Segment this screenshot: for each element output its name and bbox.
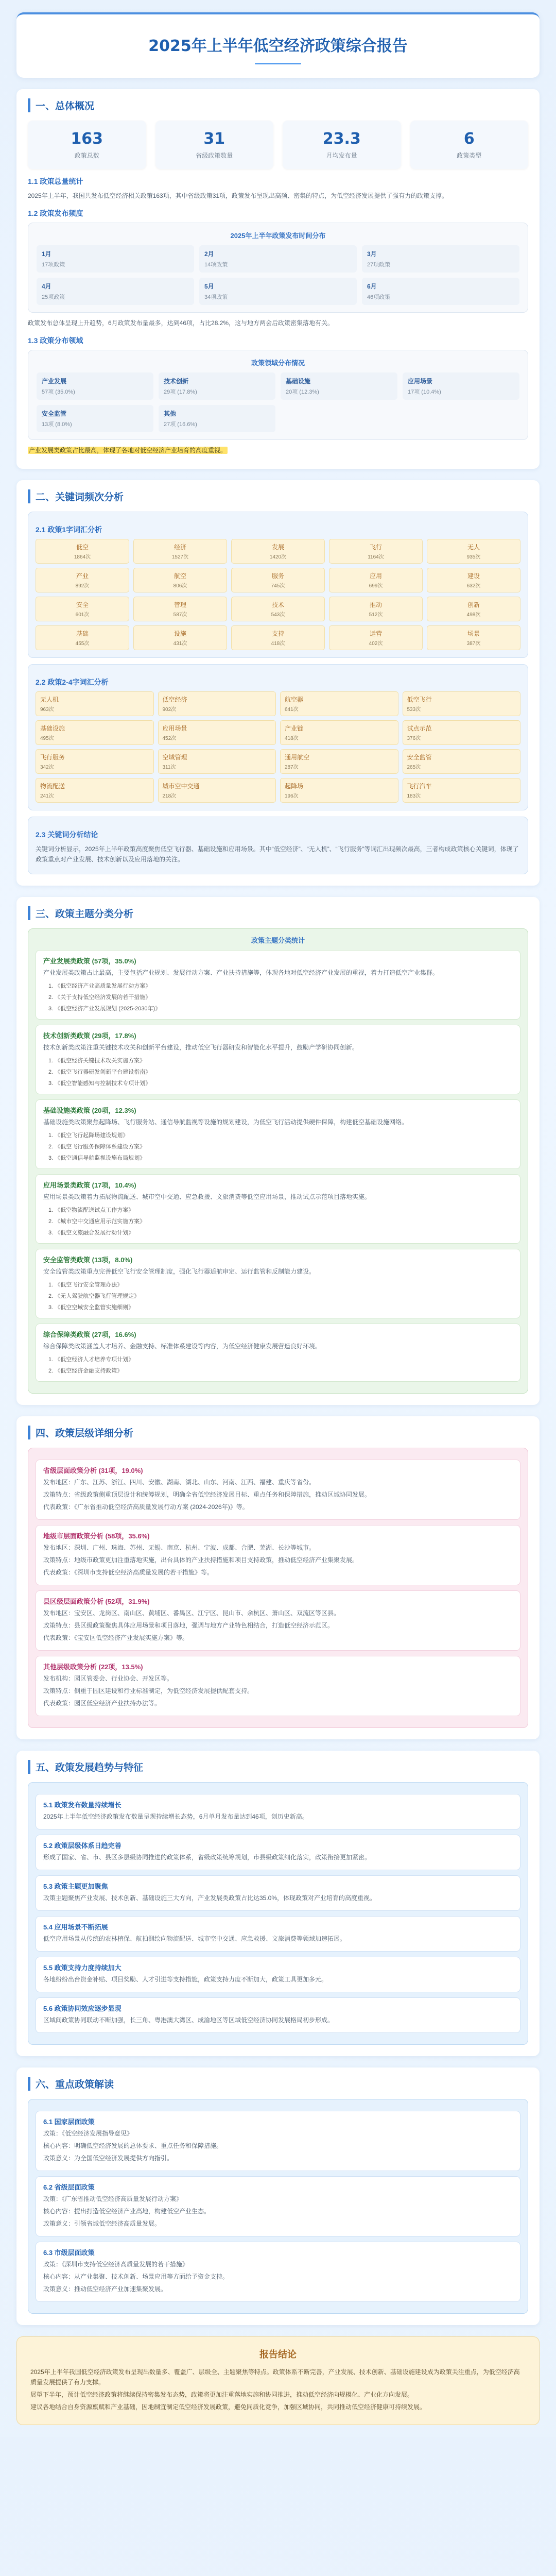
level-title: 地级市层面政策分析 (58项，35.6%) [43,1532,150,1540]
theme-title: 应用场景类政策 (17项，10.4%) [43,1181,136,1189]
domain-card [159,405,275,432]
key-policy-card [36,2111,520,2171]
keyword-count: 1864次 [74,554,91,560]
keyword-cell [427,597,520,621]
keyword-count: 902次 [162,707,177,713]
keyword-word: 无人 [467,544,480,551]
key-policy-panel [28,2099,528,2314]
paragraph: 政策特点：省级政策侧重顶层设计和统筹规划，明确全省低空经济发展目标、重点任务和保障措施，推动区域协同发展。 [43,1491,371,1498]
theme-title: 技术创新类政策 (29项，17.8%) [43,1032,136,1040]
domain-distribution-panel [28,350,528,440]
section-key-policies [16,2067,540,2325]
stat-value: 23.3 [322,130,361,148]
keyword-cell [231,625,325,650]
domain-name: 其他 [164,410,177,417]
month-count: 14项政策 [204,262,228,268]
keyword-count: 543次 [271,612,285,618]
paragraph: 代表政策：园区低空经济产业扶持办法等。 [43,1700,161,1707]
keyword-word: 低空经济 [162,696,187,703]
paragraph: 形成了国家、省、市、县区多层级协同推进的政策体系，省级政策统筹规划，市县级政策细化落实，政策衔接更加紧密。 [43,1854,371,1861]
keyword-word: 航空 [173,572,186,580]
month-name: 3月 [367,250,377,258]
keyword-count: 196次 [285,793,299,799]
keyword-count: 418次 [271,641,285,647]
paragraph: 关键词分析显示，2025年上半年政策高度聚焦低空飞行器、基础设施和应用场景。其中“低空经济”、“无人机”、“飞行服务”等词汇出现频次最高，三者构成政策核心关键词，体现了政策重点对产业发展、技术创新以及应用落地的关注。 [36,845,519,863]
level-card [36,1525,520,1585]
keyword-word: 经济 [173,544,186,551]
theme-card [36,1324,520,1382]
keyword-word: 低空 [76,544,89,551]
keyword-cell [36,691,154,716]
trend-title: 5.1 政策发布数量持续增长 [43,1801,121,1809]
keyword-cell [403,778,521,803]
key-policy-title: 6.3 市级层面政策 [43,2249,95,2257]
keyword-cell [280,720,398,745]
paragraph: 2025年上半年，我国共发布低空经济相关政策163项，其中省级政策31项，政策发布呈现出高频、密集的特点，为低空经济发展提供了强有力的政策支撑。 [28,192,448,199]
keyword-word: 航空器 [285,696,304,703]
keyword-word: 产业 [76,572,89,580]
keyword-count: 418次 [285,736,299,741]
theme-title: 安全监管类政策 (13项，8.0%) [43,1256,133,1264]
keyword-word: 发展 [271,544,284,551]
paragraph: 各地纷纷出台资金补贴、项目奖励、人才引进等支持措施，政策支持力度不断加大，政策工具更加多元。 [43,1976,328,1983]
keyword-count: 745次 [271,583,285,589]
keyword-count: 218次 [162,793,177,799]
domain-card [37,372,153,400]
panel-title: 2025年上半年政策发布时间分布 [230,232,326,240]
month-name: 2月 [204,250,214,258]
keyword-count: 1420次 [269,554,287,560]
keyword-cell [133,625,227,650]
keyword-word: 管理 [173,601,186,608]
key-policy-title: 6.2 省级层面政策 [43,2183,95,2191]
section-themes [16,897,540,1405]
keyword-count: 495次 [40,736,54,741]
domain-card [159,372,275,400]
month-count: 27项政策 [367,262,391,268]
keyword-word: 飞行 [369,544,382,551]
stat-card [28,121,146,169]
keyword-cell [36,568,129,592]
month-name: 6月 [367,283,377,290]
domain-card [403,372,519,400]
stat-card [283,121,401,169]
list-item: 1. 《低空经济人才培养专项计划》 [48,1357,134,1363]
month-card [37,278,194,305]
stats-row [28,121,528,169]
trend-title: 5.4 应用场景不断拓展 [43,1923,108,1931]
month-name: 5月 [204,283,214,290]
stat-label: 省级政策数量 [196,152,233,159]
keyword-cell [329,539,423,564]
list-item: 3. 《低空智能感知与控制技术专项计划》 [48,1080,151,1087]
paragraph: 建议各地结合自身资源禀赋和产业基础，因地制宜制定低空经济发展政策，避免同质化竞争，加强区域协同，共同推动低空经济健康可持续发展。 [30,2403,426,2411]
theme-panel [28,928,528,1394]
paragraph: 综合保障类政策涵盖人才培养、金融支持、标准体系建设等内容，为低空经济健康发展营造良好环境。 [43,1343,322,1350]
keyword-cell [231,597,325,621]
domain-count: 29项 (17.8%) [164,389,197,395]
keyword-word: 安全 [76,601,89,608]
domain-name: 应用场景 [408,378,433,385]
list-item: 2. 《低空飞行服务保障体系建设方案》 [48,1144,146,1150]
keyword-word: 飞行汽车 [407,783,432,790]
keyword-word: 起降场 [285,783,304,790]
keyword-cell [133,568,227,592]
level-title: 省级层面政策分析 (31项，19.0%) [43,1467,143,1475]
keyword-word: 无人机 [40,696,59,703]
title-divider [255,63,301,64]
paragraph: 产业发展类政策占比最高，主要包括产业规划、发展行动方案、产业扶持措施等，体现各地对低空经济产业发展的重视，着力打造低空产业集群。 [43,969,439,976]
subsection-heading: 1.3 政策分布领域 [28,336,83,345]
keyword-count: 1527次 [171,554,189,560]
paragraph: 2025年上半年低空经济政策发布数量呈现持续增长态势，6月单月发布量达到46项，创历史新高。 [43,1813,308,1820]
keyword-word: 应用场景 [162,725,187,732]
section-heading: 三、政策主题分类分析 [28,906,528,920]
month-card [37,245,194,273]
section-overview [16,89,540,469]
keyword-cell [133,539,227,564]
domain-count: 57项 (35.0%) [42,389,75,395]
section-trends [16,1751,540,2056]
month-card [362,278,519,305]
keyword-count: 587次 [173,612,187,618]
domain-card [37,405,153,432]
stat-value: 163 [71,130,103,148]
keyword-count: 376次 [407,736,421,741]
keyword-cell [403,691,521,716]
panel-title: 政策主题分类统计 [251,937,305,944]
section-heading: 五、政策发展趋势与特征 [28,1760,528,1774]
keyword-cell [329,625,423,650]
domain-grid [37,372,519,432]
level-card [36,1460,520,1520]
theme-card [36,1099,520,1169]
keyword-word: 设施 [173,630,186,637]
section-heading: 二、关键词频次分析 [28,489,528,503]
trend-card [36,1875,520,1911]
list-item: 2. 《关于支持低空经济发展的若干措施》 [48,994,151,1001]
section-levels [16,1416,540,1739]
keyword-cell [231,539,325,564]
keyword-word: 低空飞行 [407,696,432,703]
paragraph: 政策发布总体呈现上升趋势，6月政策发布量最多，达到46项，占比28.2%，这与地方两会后政策密集落地有关。 [28,319,334,327]
keyword-word: 服务 [271,572,284,580]
level-card [36,1590,520,1651]
trend-card [36,1957,520,1992]
paragraph: 核心内容：明确低空经济发展的总体要求、重点任务和保障措施。 [43,2142,223,2149]
paragraph: 政策意义：推动低空经济产业加速集聚发展。 [43,2285,167,2293]
keyword-count: 431次 [173,641,187,647]
month-name: 1月 [42,250,51,258]
keyword-cell [36,720,154,745]
stat-card [410,121,529,169]
keyword-count: 892次 [75,583,90,589]
keyword-word: 基础设施 [40,725,65,732]
theme-title: 产业发展类政策 (57项，35.0%) [43,957,136,965]
domain-name: 基础设施 [286,378,311,385]
month-grid [37,245,519,305]
keyword-word: 产业链 [285,725,304,732]
keyword-count: 533次 [407,707,421,713]
month-count: 34项政策 [204,294,228,300]
keyword-cell [36,597,129,621]
keyword-count: 452次 [162,736,177,741]
keyword-count: 241次 [40,793,54,799]
keyword-count: 311次 [162,765,176,770]
monthly-distribution-panel [28,223,528,313]
paragraph: 展望下半年，预计低空经济政策将继续保持密集发布态势，政策将更加注重落地实施和协同推进，推动低空经济向规模化、产业化方向发展。 [30,2391,414,2398]
trend-title: 5.6 政策协同效应逐步显现 [43,2005,121,2012]
paragraph: 发布地区：宝安区、龙岗区、南山区、黄埔区、番禺区、江宁区、昆山市、余杭区、萧山区、双流区等区县。 [43,1609,340,1617]
paragraph: 发布地区：深圳、广州、珠海、苏州、无锡、南京、杭州、宁波、成都、合肥、芜湖、长沙等城市。 [43,1544,316,1551]
keyword-word: 推动 [369,601,382,608]
keyword-count: 402次 [369,641,383,647]
title-card [16,12,540,78]
paragraph: 低空应用场景从传统的农林植保、航拍测绘向物流配送、城市空中交通、应急救援、文旅消费等领域加速拓展。 [43,1935,346,1942]
domain-name: 安全监管 [42,410,67,417]
keyword-word: 应用 [369,572,382,580]
keyword-word: 运营 [369,630,382,637]
keyword-cell [158,778,276,803]
month-card [199,245,357,273]
stat-label: 政策类型 [457,152,482,159]
paragraph: 政策特点：地级市政策更加注重落地实施，出台具体的产业扶持措施和项目支持政策，推动低空经济产业集聚发展。 [43,1556,359,1564]
section-keywords [16,480,540,886]
paragraph: 2025年上半年我国低空经济政策发布呈现出数量多、覆盖广、层级全、主题聚焦等特点。政策体系不断完善，产业发展、技术创新、基础设施建设成为政策关注重点，为低空经济高质量发展提供了有力支撑。 [30,2368,520,2386]
key-policy-card [36,2176,520,2236]
keyword-cell [427,539,520,564]
level-title: 其他层级政策分析 (22项，13.5%) [43,1663,143,1671]
paragraph: 技术创新类政策注重关键技术攻关和创新平台建设，推动低空飞行器研发和智能化水平提升，鼓励产学研协同创新。 [43,1044,359,1051]
paragraph: 政策特点：侧重于园区建设和行业标准制定，为低空经济发展提供配套支持。 [43,1687,254,1694]
stat-value: 6 [463,130,475,148]
level-panel [28,1448,528,1728]
keyword-word: 城市空中交通 [162,783,200,790]
stat-label: 月均发布量 [326,152,357,159]
list-item: 2. 《低空飞行器研发创新平台建设指南》 [48,1069,151,1075]
keyword-count: 387次 [466,641,481,647]
keyword-word: 空域管理 [162,754,187,761]
month-card [362,245,519,273]
keyword-cell [231,568,325,592]
subsection-heading: 2.2 政策2-4字词汇分析 [36,678,109,686]
section-heading: 四、政策层级详细分析 [28,1426,528,1439]
paragraph: 政策：《深圳市支持低空经济高质量发展的若干措施》 [43,2261,189,2268]
keyword-cell [329,597,423,621]
list-item: 3. 《低空通信导航监视设施布局规划》 [48,1155,146,1161]
stat-value: 31 [203,130,225,148]
keyword-cell [158,749,276,774]
keyword-cell [36,625,129,650]
keyword-cell [280,749,398,774]
paragraph: 发布地区：广东、江苏、浙江、四川、安徽、湖南、湖北、山东、河南、江西、福建、重庆等省份。 [43,1479,316,1486]
key-policy-card [36,2242,520,2302]
keyword-cell [403,749,521,774]
keyword-count: 265次 [407,765,421,770]
keyword-cell [280,691,398,716]
keyword-cell [280,778,398,803]
theme-card [36,950,520,1020]
keyword-word: 建设 [467,572,480,580]
keyword-word: 支持 [271,630,284,637]
keyword-cell [329,568,423,592]
subsection-heading: 1.1 政策总量统计 [28,177,83,185]
keyword-count: 601次 [75,612,90,618]
level-card [36,1656,520,1716]
trend-card [36,1794,520,1829]
conclusion-box [16,2336,540,2425]
domain-name: 技术创新 [164,378,189,385]
key-policy-title: 6.1 国家层面政策 [43,2118,95,2126]
paragraph: 区域间政策协同联动不断加强，长三角、粤港澳大湾区、成渝地区等区域低空经济协同发展格局初步形成。 [43,2016,334,2024]
trend-card [36,1916,520,1952]
keyword-count: 498次 [466,612,481,618]
domain-count: 17项 (10.4%) [408,389,441,395]
list-item: 1. 《低空物流配送试点工作方案》 [48,1207,134,1213]
keyword-cell [36,749,154,774]
keyword-count: 641次 [285,707,299,713]
keyword-cell [158,720,276,745]
paragraph: 核心内容：从产业集聚、技术创新、场景应用等方面给予资金支持。 [43,2273,229,2280]
domain-count: 27项 (16.6%) [164,421,197,428]
keyword-count: 183次 [407,793,421,799]
keyword-word: 技术 [271,601,284,608]
subsection-heading: 2.3 关键词分析结论 [36,831,98,839]
domain-count: 13项 (8.0%) [42,421,72,428]
keyword-cell [427,568,520,592]
paragraph: 应用场景类政策着力拓展物流配送、城市空中交通、应急救援、文旅消费等低空应用场景，推动试点示范项目落地实施。 [43,1193,371,1200]
paragraph: 政策意义：为全国低空经济发展提供方向指引。 [43,2155,173,2162]
month-card [199,278,357,305]
list-item: 2. 《无人驾驶航空器飞行管理规定》 [48,1293,140,1299]
paragraph: 政策：《广东省推动低空经济高质量发展行动方案》 [43,2195,183,2202]
paragraph: 基础设施类政策聚焦起降场、飞行服务站、通信导航监视等设施的规划建设，为低空飞行活动提供硬件保障，构建低空基础设施网络。 [43,1118,408,1126]
keyword-count: 512次 [369,612,383,618]
keyword-word: 通用航空 [285,754,310,761]
month-count: 17项政策 [42,262,65,268]
conclusion-heading: 报告结论 [259,2349,297,2360]
trend-card [36,1997,520,2033]
keyword-count: 1164次 [368,554,384,560]
trend-title: 5.2 政策层级体系日趋完善 [43,1842,121,1850]
trend-title: 5.3 政策主题更加聚焦 [43,1883,108,1890]
theme-title: 综合保障类政策 (27项，16.6%) [43,1331,136,1338]
keyword-count: 287次 [285,765,299,770]
paragraph: 安全监管类政策重点完善低空飞行安全管理制度，强化飞行器适航审定、运行监管和反制能力建设。 [43,1268,316,1275]
domain-count: 20项 (12.3%) [286,389,319,395]
trend-card [36,1835,520,1870]
paragraph: 代表政策：《深圳市支持低空经济高质量发展的若干措施》等。 [43,1569,214,1576]
keyword-cell [427,625,520,650]
paragraph: 代表政策：《广东省推动低空经济高质量发展行动方案 (2024-2026年)》等。 [43,1503,249,1511]
theme-card [36,1174,520,1244]
list-item: 1. 《低空飞行安全管理办法》 [48,1282,123,1288]
paragraph: 核心内容：提出打造低空经济产业高地，构建低空产业生态。 [43,2208,211,2215]
keyword-grid [36,691,520,803]
keyword-count: 806次 [173,583,187,589]
keyword-word: 飞行服务 [40,754,65,761]
keyword-count: 699次 [369,583,383,589]
domain-name: 产业发展 [42,378,67,385]
list-item: 1. 《低空经济产业高质量发展行动方案》 [48,983,151,989]
keyword-count: 342次 [40,765,54,770]
theme-card [36,1025,520,1094]
keyword-conclusion-box [28,817,528,874]
paragraph: 代表政策：《宝安区低空经济产业发展实施方案》等。 [43,1634,189,1641]
keyword-cell [36,539,129,564]
paragraph: 政策主题聚焦产业发展、技术创新、基础设施三大方向，产业发展类政策占比达35.0%，体现政策对产业培育的高度重视。 [43,1894,376,1902]
subsection-heading: 1.2 政策发布频度 [28,209,83,217]
stat-label: 政策总数 [74,152,99,159]
keyword-word: 基础 [76,630,89,637]
list-item: 1. 《低空飞行起降场建设规划》 [48,1132,129,1139]
keyword-word: 试点示范 [407,725,432,732]
keyword-cell [133,597,227,621]
month-name: 4月 [42,283,51,290]
paragraph: 发布机构：园区管委会、行业协会、开发区等。 [43,1675,173,1682]
panel-title: 政策领域分布情况 [251,359,305,367]
list-item: 3. 《低空空域安全监管实施细则》 [48,1304,134,1311]
trend-panel [28,1782,528,2045]
list-item: 3. 《低空文旅融合发展行动计划》 [48,1230,134,1236]
theme-title: 基础设施类政策 (20项，12.3%) [43,1107,136,1114]
keyword-word: 安全监管 [407,754,432,761]
keyword-cell [36,778,154,803]
paragraph: 政策意义：引领省域低空经济高质量发展。 [43,2220,161,2227]
paragraph: 政策特点：县区级政策聚焦具体应用场景和项目落地，强调与地方产业特色相结合，打造低空经济示范区。 [43,1622,334,1629]
keyword-multichar-box [28,664,528,810]
keyword-1char-box [28,512,528,658]
list-item: 2. 《城市空中交通应用示范实施方案》 [48,1218,146,1225]
keyword-word: 场景 [467,630,480,637]
highlight-text: 产业发展类政策占比最高，体现了各地对低空经济产业培育的高度重视。 [29,447,227,454]
list-item: 1. 《低空经济关键技术攻关实施方案》 [48,1058,146,1064]
page-title: 2025年上半年低空经济政策综合报告 [148,37,408,55]
keyword-count: 455次 [75,641,90,647]
report-page [16,12,540,2425]
keyword-cell [403,720,521,745]
level-title: 县区级层面政策分析 (52项，31.9%) [43,1598,150,1605]
month-count: 25项政策 [42,294,65,300]
month-count: 46项政策 [367,294,391,300]
keyword-count: 963次 [40,707,54,713]
keyword-word: 物流配送 [40,783,65,790]
keyword-cell [158,691,276,716]
domain-card [281,372,397,400]
list-item: 3. 《低空经济产业发展规划 (2025-2030年)》 [48,1006,161,1012]
list-item: 2. 《低空经济金融支持政策》 [48,1368,123,1374]
trend-title: 5.5 政策支持力度持续加大 [43,1964,121,1972]
section-heading: 一、总体概况 [28,98,528,112]
keyword-count: 632次 [466,583,481,589]
section-heading: 六、重点政策解读 [28,2077,528,2091]
paragraph [28,445,528,455]
keyword-count: 935次 [466,554,481,560]
paragraph: 政策：《低空经济发展指导意见》 [43,2130,133,2137]
keyword-grid [36,539,520,650]
stat-card [155,121,274,169]
subsection-heading: 2.1 政策1字词汇分析 [36,526,102,534]
keyword-word: 创新 [467,601,480,608]
theme-card [36,1249,520,1318]
